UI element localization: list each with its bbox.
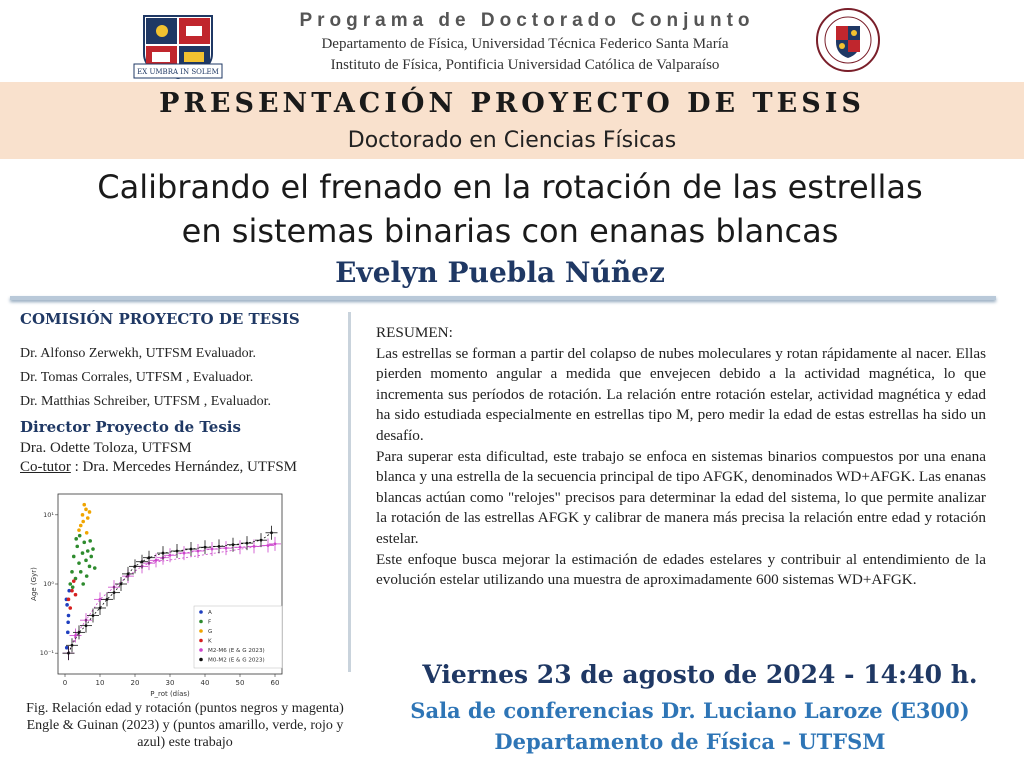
caption-line-1: Fig. Relación edad y rotación (puntos negros y magenta) (26, 701, 344, 716)
data-point (74, 593, 78, 597)
author-name: Evelyn Puebla Núñez (335, 256, 665, 289)
program-subtitle: Doctorado en Ciencias Físicas (347, 128, 677, 153)
data-point (88, 565, 92, 569)
event-department: Departamento de Física - UTFSM (494, 729, 886, 754)
abstract-heading: RESUMEN: (376, 324, 453, 341)
data-point (267, 544, 270, 547)
utfsm-logo (132, 14, 224, 80)
data-point (86, 549, 90, 553)
event-room: Sala de conferencias Dr. Luciano Laroze (E300) (410, 698, 970, 723)
data-point (99, 598, 102, 601)
data-point (70, 589, 74, 593)
abstract-paragraph-1: Las estrellas se forman a partir del colapso de nubes moleculares y rotan rápidamente al nacer. Ellas pierden momento angular a medida que envejecen debido a la actividad magnética, lo que incrementa sus períodos de rotación. La relación entre rotación estelar, actividad magnética y edad ha sido estudiada especialmente en estrellas tipo M, pero medir la edad de estas estrellas ha sido un desafío. (376, 344, 986, 444)
program-name: Programa de Doctorado Conjunto (299, 10, 755, 31)
data-point (169, 554, 172, 557)
svg-text:EX UMBRA IN SOLEM: EX UMBRA IN SOLEM (137, 68, 219, 76)
data-point (232, 543, 235, 546)
legend-marker (199, 648, 203, 652)
dept-line-2: Instituto de Física, Pontificia Universidad Católica de Valparaíso (330, 57, 720, 73)
data-point (85, 624, 88, 627)
data-point (141, 560, 144, 563)
data-point (85, 574, 89, 578)
data-point (176, 550, 179, 553)
dept-line-1: Departamento de Física, Universidad Técnica Federico Santa María (321, 36, 729, 52)
legend-marker (199, 639, 203, 643)
y-tick-label: 10⁰ (43, 580, 54, 588)
data-point (88, 510, 92, 514)
caption-line-3: azul) este trabajo (137, 735, 233, 750)
data-point (148, 556, 151, 559)
data-point (155, 559, 158, 562)
pucv-seal (815, 6, 881, 74)
event-date: Viernes 23 de agosto de 2024 - 14:40 h. (422, 660, 978, 689)
abstract-paragraph-2: Para superar esta dificultad, este trabajo se enfoca en sistemas binarios compuestos por una enana blanca y una estrella de la secuencia principal de tipo AFGK, denominados WD+AFGK. Las enanas blancas actúan como "relojes" precisos para determinar la edad del sistema, lo que permite analizar la rotación de las estrellas AFGK y calibrar de manera más precisa la relación entre edad y rotación estelar. (376, 447, 986, 547)
data-point (197, 550, 200, 553)
legend-label: K (208, 638, 212, 645)
data-point (66, 620, 70, 624)
x-tick-label: 40 (200, 679, 210, 687)
cotutor-label: Co-tutor (20, 459, 71, 475)
abstract (376, 323, 986, 591)
y-tick-label: 10⁻¹ (39, 649, 54, 658)
data-point (81, 520, 85, 524)
presentation-title: PRESENTACIÓN PROYECTO DE TESIS (159, 88, 865, 119)
data-point (86, 516, 90, 520)
data-point (183, 552, 186, 555)
data-point (127, 572, 130, 575)
legend-label: F (208, 619, 212, 626)
data-point (77, 561, 81, 565)
committee-member: Dr. Matthias Schreiber, UTFSM , Evaluador. (20, 394, 272, 409)
data-point (253, 545, 256, 548)
data-point (68, 582, 72, 586)
cotutor-line (20, 459, 297, 476)
data-point (84, 508, 88, 512)
data-point (120, 583, 123, 586)
data-point (204, 546, 207, 549)
data-point (274, 542, 277, 545)
thesis-title-line-1: Calibrando el frenado en la rotación de las estrellas (97, 168, 923, 206)
x-tick-label: 60 (270, 679, 280, 687)
chart-svg (28, 488, 298, 700)
figure-caption (10, 700, 360, 751)
data-point (74, 537, 78, 541)
data-point (89, 555, 93, 559)
legend-marker (199, 610, 203, 614)
column-divider (348, 312, 351, 672)
data-point (75, 545, 79, 549)
data-point (84, 559, 88, 563)
x-tick-label: 0 (62, 679, 68, 687)
data-point (113, 591, 116, 594)
legend-marker (199, 620, 203, 624)
data-point (68, 606, 72, 610)
data-point (81, 513, 85, 517)
data-point (82, 541, 86, 545)
data-point (211, 548, 214, 551)
legend-label: A (208, 610, 212, 617)
caption-line-2: Engle & Guinan (2023) y (puntos amarillo, verde, rojo y (26, 718, 344, 733)
data-point (77, 528, 81, 532)
data-point (72, 579, 76, 583)
data-point (67, 614, 71, 618)
legend-label: M2-M6 (E & G 2023) (208, 648, 265, 655)
director-name: Dra. Odette Toloza, UTFSM (20, 440, 192, 456)
data-point (85, 531, 89, 535)
data-point (270, 531, 273, 534)
director-heading: Director Proyecto de Tesis (20, 418, 241, 436)
x-tick-label: 30 (165, 679, 175, 687)
legend-marker (199, 629, 203, 633)
cotutor-name: : Dra. Mercedes Hernández, UTFSM (70, 459, 298, 475)
data-point (88, 539, 92, 543)
legend-label: G (208, 629, 213, 636)
legend-marker (199, 658, 203, 662)
data-point (190, 548, 193, 551)
committee-heading: COMISIÓN PROYECTO DE TESIS (20, 310, 300, 328)
data-point (72, 555, 76, 559)
data-point (79, 570, 83, 574)
data-point (239, 546, 242, 549)
abstract-paragraph-3: Este enfoque busca mejorar la estimación de edades estelares y contribuir al entendimiento de la evolución estelar utilizando una muestra de aproximadamente 600 sistemas WD+AFGK. (376, 550, 986, 589)
data-point (78, 534, 82, 538)
data-point (218, 545, 221, 548)
data-point (81, 551, 85, 555)
committee-member: Dr. Alfonso Zerwekh, UTFSM Evaluador. (20, 346, 257, 361)
data-point (67, 598, 71, 602)
data-point (71, 644, 74, 647)
data-point (99, 607, 102, 610)
data-point (66, 631, 70, 635)
committee-member: Dr. Tomas Corrales, UTFSM , Evaluador. (20, 370, 254, 385)
data-point (106, 598, 109, 601)
data-point (92, 614, 95, 617)
data-point (65, 646, 69, 650)
data-point (134, 565, 137, 568)
x-tick-label: 10 (95, 679, 105, 687)
x-tick-label: 20 (130, 679, 140, 687)
data-point (67, 652, 70, 655)
data-point (91, 547, 95, 551)
data-point (65, 603, 69, 607)
thesis-title (20, 165, 1000, 253)
data-point (74, 634, 77, 637)
y-tick-label: 10¹ (43, 510, 54, 519)
x-tick-label: 50 (235, 679, 245, 687)
data-point (81, 582, 85, 586)
thesis-title-line-2: en sistemas binarias con enanas blancas (181, 212, 839, 250)
data-point (70, 570, 74, 574)
data-point (71, 585, 75, 589)
data-point (225, 547, 228, 550)
x-axis-label: P_rot (días) (150, 690, 190, 698)
legend-label: M0-M2 (E & G 2023) (208, 657, 265, 664)
data-point (93, 566, 97, 570)
data-point (82, 503, 86, 507)
section-divider (10, 296, 996, 300)
data-point (78, 631, 81, 634)
data-point (260, 539, 263, 542)
age-rotation-chart (28, 488, 298, 700)
data-point (162, 552, 165, 555)
data-point (79, 524, 83, 528)
data-point (246, 542, 249, 545)
y-axis-label: Age (Gyr) (30, 567, 38, 601)
